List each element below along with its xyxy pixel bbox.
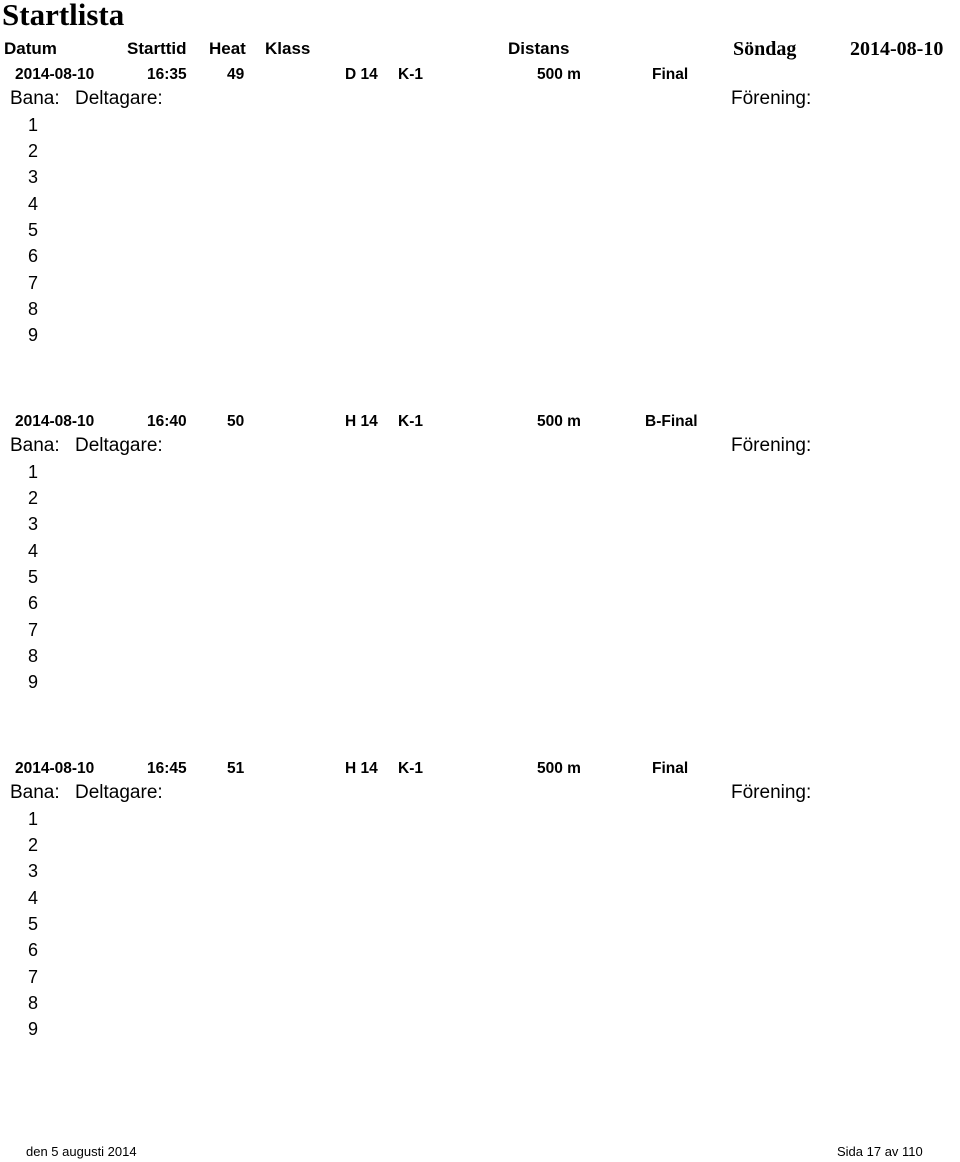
deltagare-label: Deltagare: bbox=[75, 88, 163, 109]
footer-page-number: Sida 17 av 110 bbox=[837, 1144, 923, 1159]
heat-time: 16:45 bbox=[147, 760, 187, 777]
deltagare-label: Deltagare: bbox=[75, 782, 163, 803]
heat-number: 50 bbox=[227, 413, 245, 430]
header-day: Söndag bbox=[733, 38, 797, 60]
lane-number: 6 bbox=[28, 940, 39, 960]
heat-number: 49 bbox=[227, 66, 245, 83]
bana-label: Bana: bbox=[10, 782, 60, 803]
heat-round: Final bbox=[652, 760, 689, 777]
heat-boat: K-1 bbox=[398, 413, 423, 430]
heat-class: H 14 bbox=[345, 413, 378, 430]
heat-number: 51 bbox=[227, 760, 245, 777]
lane-number: 5 bbox=[28, 220, 39, 240]
forening-label: Förening: bbox=[731, 435, 812, 456]
heat-date: 2014-08-10 bbox=[15, 413, 95, 430]
header-datum: Datum bbox=[4, 39, 57, 58]
header-klass: Klass bbox=[265, 39, 311, 58]
heat-boat: K-1 bbox=[398, 760, 423, 777]
lane-number: 2 bbox=[28, 488, 39, 508]
page-title: Startlista bbox=[2, 0, 125, 32]
lane-number: 7 bbox=[28, 967, 39, 987]
lane-number: 4 bbox=[28, 194, 39, 214]
header-starttid: Starttid bbox=[127, 39, 187, 58]
forening-label: Förening: bbox=[731, 88, 812, 109]
lane-number: 9 bbox=[28, 1019, 39, 1039]
lane-number: 6 bbox=[28, 246, 39, 266]
heat-block bbox=[0, 412, 960, 758]
lane-number: 3 bbox=[28, 167, 39, 187]
heat-distance: 500 m bbox=[537, 66, 581, 83]
lane-number: 5 bbox=[28, 914, 39, 934]
heat-time: 16:40 bbox=[147, 413, 187, 430]
lane-number: 1 bbox=[28, 809, 39, 829]
lane-number: 7 bbox=[28, 273, 39, 293]
heat-block bbox=[0, 65, 960, 411]
heat-class: D 14 bbox=[345, 66, 378, 83]
header-heat: Heat bbox=[209, 39, 246, 58]
heat-distance: 500 m bbox=[537, 760, 581, 777]
lane-number: 3 bbox=[28, 514, 39, 534]
lane-number: 8 bbox=[28, 299, 39, 319]
heat-date: 2014-08-10 bbox=[15, 760, 95, 777]
forening-label: Förening: bbox=[731, 782, 812, 803]
lane-number: 3 bbox=[28, 861, 39, 881]
lane-number: 5 bbox=[28, 567, 39, 587]
heat-block bbox=[0, 759, 960, 1105]
lane-number: 9 bbox=[28, 672, 39, 692]
footer-date: den 5 augusti 2014 bbox=[26, 1144, 137, 1159]
heat-class: H 14 bbox=[345, 760, 378, 777]
lane-number: 2 bbox=[28, 141, 39, 161]
lane-number: 6 bbox=[28, 593, 39, 613]
deltagare-label: Deltagare: bbox=[75, 435, 163, 456]
lane-number: 4 bbox=[28, 888, 39, 908]
lane-number: 7 bbox=[28, 620, 39, 640]
heat-time: 16:35 bbox=[147, 66, 187, 83]
lane-number: 9 bbox=[28, 325, 39, 345]
heat-boat: K-1 bbox=[398, 66, 423, 83]
lane-number: 2 bbox=[28, 835, 39, 855]
heat-round: Final bbox=[652, 66, 689, 83]
header-date: 2014-08-10 bbox=[850, 38, 944, 60]
lane-number: 8 bbox=[28, 993, 39, 1013]
heat-distance: 500 m bbox=[537, 413, 581, 430]
lane-number: 4 bbox=[28, 541, 39, 561]
heat-round: B-Final bbox=[645, 413, 698, 430]
header-distans: Distans bbox=[508, 39, 570, 58]
heat-date: 2014-08-10 bbox=[15, 66, 95, 83]
bana-label: Bana: bbox=[10, 435, 60, 456]
bana-label: Bana: bbox=[10, 88, 60, 109]
lane-number: 8 bbox=[28, 646, 39, 666]
lane-number: 1 bbox=[28, 115, 39, 135]
lane-number: 1 bbox=[28, 462, 39, 482]
